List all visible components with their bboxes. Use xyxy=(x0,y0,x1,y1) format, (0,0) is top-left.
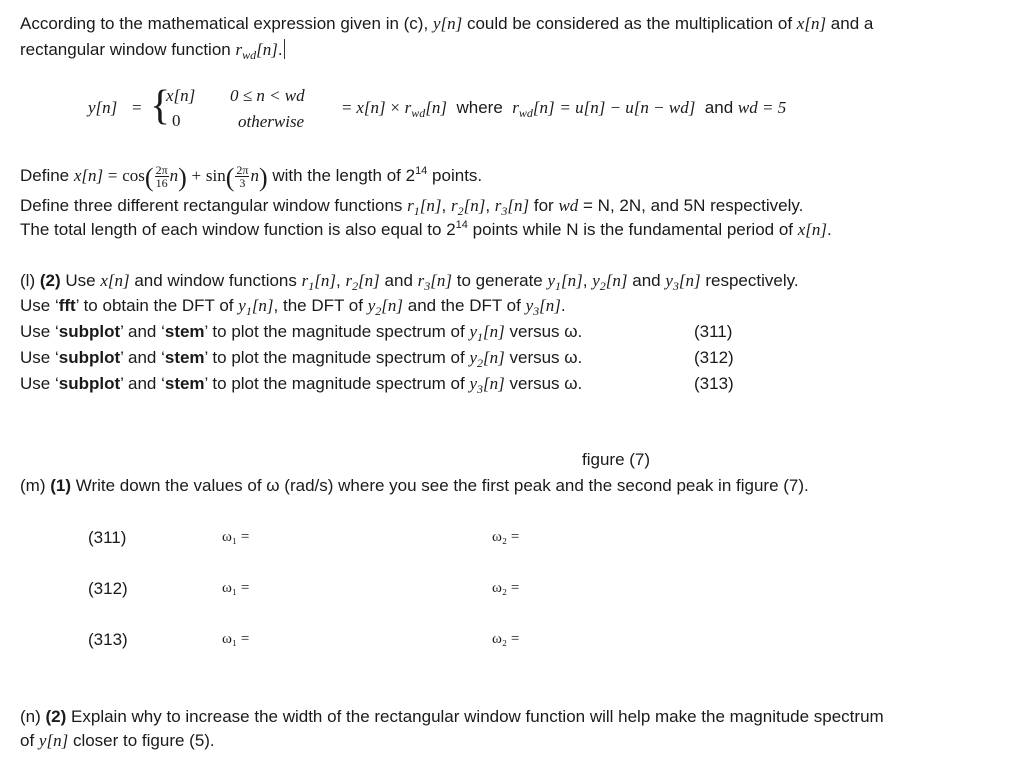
part-m-marks: (1) xyxy=(50,476,71,495)
word-for: for xyxy=(533,196,554,215)
text: Use ‘ xyxy=(20,322,59,341)
math-y3: $y_3[n]$ xyxy=(525,296,561,318)
word-and: and xyxy=(704,98,734,117)
text: ’ to obtain the DFT of xyxy=(75,296,234,315)
text: ’ to plot the magnitude spectrum of xyxy=(204,374,465,393)
keyword-stem: stem xyxy=(164,322,205,341)
keyword-stem: stem xyxy=(164,374,205,393)
unit-step-def: = u[n] − u[n − wd] xyxy=(559,98,696,117)
answer-row-311 xyxy=(0,528,1024,552)
exponent: 14 xyxy=(455,219,468,231)
part-m-label: (m) xyxy=(20,476,46,495)
omega1-field[interactable]: ω₁ = xyxy=(222,529,250,545)
intro-line-2 xyxy=(20,39,285,60)
eq-rhs: = $x[n] \times r_{wd}[n]$ where $r_{wd}[n] = u[n] - u[n - wd]$ and wd = 5 xyxy=(342,98,787,120)
math-y2: $y_2[n]$ xyxy=(592,271,628,293)
part-n-label: (n) xyxy=(20,707,41,726)
answer-tag: (311) xyxy=(88,528,127,547)
case-otherwise: otherwise xyxy=(238,112,305,131)
answer-tag: (313) xyxy=(88,630,128,649)
math-y-n: y[n] xyxy=(432,14,463,33)
answer-tag: (312) xyxy=(88,579,128,598)
define-text: The total length of each window function is also equal to 2 xyxy=(20,220,456,239)
text: ’ to plot the magnitude spectrum of xyxy=(204,348,465,367)
define-text: points. xyxy=(432,166,483,185)
text-cursor xyxy=(284,39,285,59)
part-n-marks: (2) xyxy=(45,707,67,726)
text: of xyxy=(20,731,35,750)
math-r1: $r_1[n]$ xyxy=(407,196,442,218)
wd: wd xyxy=(558,196,579,215)
part-m-question xyxy=(20,476,809,496)
omega1-field[interactable]: ω₁ = xyxy=(222,631,250,647)
math-x-n: x[n] xyxy=(73,166,104,185)
text: versus ω. xyxy=(509,322,583,341)
math-x-n: x[n] xyxy=(797,220,828,239)
wd-value: wd = 5 xyxy=(737,98,787,117)
define-text: Define three different rectangular window functions xyxy=(20,196,403,215)
paren: ( xyxy=(225,163,235,192)
text: Use ‘ xyxy=(20,296,59,315)
paren: ) xyxy=(178,163,187,192)
define-text: with the length of 2 xyxy=(272,166,416,185)
math-y3: $y_3[n]$ xyxy=(469,374,505,396)
text: ’ and ‘ xyxy=(120,348,165,367)
part-l-line-2 xyxy=(20,296,566,316)
case-condition: 0 ≤ n < wd xyxy=(230,86,305,105)
paren: ) xyxy=(258,163,268,192)
text: Use ‘ xyxy=(20,374,59,393)
text: Use ‘ xyxy=(20,348,59,367)
math-y1: $y_1[n]$ xyxy=(238,296,274,318)
define-text: = N, 2N, and 5N respectively. xyxy=(583,196,804,215)
keyword-subplot: subplot xyxy=(58,374,121,393)
display-equation xyxy=(88,84,928,138)
define-text: Define xyxy=(20,166,70,185)
math-r3: $r_3[n]$ xyxy=(417,271,452,293)
omega2-field[interactable]: ω₂ = xyxy=(492,580,520,596)
text: , the DFT of xyxy=(273,296,363,315)
eq-equals: = xyxy=(132,98,142,117)
cos: cos xyxy=(122,166,145,185)
eq-brace: { xyxy=(150,83,171,129)
math-y1: $y_1[n]$ xyxy=(547,271,583,293)
text: versus ω. xyxy=(509,348,583,367)
text: ’ to plot the magnitude spectrum of xyxy=(204,322,465,341)
part-l-plot-line-2 xyxy=(20,348,582,368)
word-where: where xyxy=(456,98,503,117)
code-312: (312) xyxy=(694,348,734,367)
part-n-text: Explain why to increase the width of the rectangular window function will help make the magnitude spectrum xyxy=(71,707,884,726)
math-y-n: y[n] xyxy=(38,731,69,750)
part-l-plot-line-3 xyxy=(20,374,582,394)
text: ’ and ‘ xyxy=(120,374,165,393)
part-l-line-1: (l) (2) Use x[n] and window functions $r_1[n]$, $r_2[n]$ and $r_3[n]$ to generate $y_1[n]$, $y_2[n]$ and $y_3[n]$ respectively. xyxy=(20,271,799,293)
omega1-field[interactable]: ω₁ = xyxy=(222,580,250,596)
keyword-fft: fft xyxy=(58,296,76,315)
text: closer to figure (5). xyxy=(72,731,215,750)
fraction-2pi-16: $\frac{2\pi}{16}$ xyxy=(155,163,168,191)
define-length-line xyxy=(20,220,832,240)
math-y1: $y_1[n]$ xyxy=(469,322,505,344)
intro-text: could be considered as the multiplication of xyxy=(466,14,793,33)
n: n xyxy=(250,166,259,185)
define-windows-line: Define three different rectangular window functions $r_1[n]$, $r_2[n]$, $r_3[n]$ for wd = N, 2N, and 5N respectively. xyxy=(20,196,804,218)
math-r2: $r_2[n]$ xyxy=(345,271,380,293)
fraction-2pi-3: $\frac{2\pi}{3}$ xyxy=(236,163,249,191)
math-r1: $r_1[n]$ xyxy=(301,271,336,293)
math-x-n: x[n] xyxy=(796,14,827,33)
math-y2: $y_2[n]$ xyxy=(469,348,505,370)
keyword-subplot: subplot xyxy=(58,348,121,367)
math-r2: $r_2[n]$ xyxy=(450,196,486,218)
math-r3: $r_3[n]$ xyxy=(494,196,530,218)
part-m-text: Write down the values of ω (rad/s) where you see the first peak and the second peak in figure (7). xyxy=(75,476,809,495)
n: n xyxy=(169,166,179,185)
math-y2: $y_2[n]$ xyxy=(367,296,404,318)
sin: sin xyxy=(205,166,226,185)
math-r-wd: $r_{wd}[n]$ xyxy=(235,40,278,62)
keyword-stem: stem xyxy=(164,348,205,367)
paren: ( xyxy=(144,163,154,192)
case-zero: 0 xyxy=(172,111,181,130)
omega2-field[interactable]: ω₂ = xyxy=(492,631,520,647)
answer-row-312 xyxy=(0,579,1024,603)
equals: = xyxy=(107,166,118,185)
part-l-label: (l) xyxy=(20,271,36,290)
period: . xyxy=(277,40,283,59)
part-l-plot-line-1 xyxy=(20,322,582,342)
part-l-marks: (2) xyxy=(39,271,61,290)
intro-text: According to the mathematical expression given in (c), xyxy=(20,14,429,33)
omega2-field[interactable]: ω₂ = xyxy=(492,529,520,545)
intro-text: and a xyxy=(830,14,874,33)
keyword-subplot: subplot xyxy=(58,322,121,341)
part-n-line-1 xyxy=(20,707,884,727)
text: Use xyxy=(65,271,96,290)
text: and the DFT of xyxy=(407,296,521,315)
code-313: (313) xyxy=(694,374,734,393)
math-x-n: x[n] xyxy=(100,271,130,290)
intro-text: rectangular window function xyxy=(20,40,231,59)
text: and window functions xyxy=(134,271,297,290)
code-311: (311) xyxy=(694,322,733,341)
text: respectively. xyxy=(705,271,799,290)
text: versus ω. xyxy=(509,374,583,393)
math-y3: $y_3[n]$ xyxy=(665,271,701,293)
text: to generate xyxy=(456,271,543,290)
period: . xyxy=(827,220,832,239)
answer-row-313 xyxy=(0,630,1024,654)
text: and xyxy=(632,271,661,290)
text: and xyxy=(384,271,413,290)
define-x-line xyxy=(20,163,482,193)
part-n-line-2 xyxy=(20,731,215,751)
eq-y-n: y[n] xyxy=(88,98,118,117)
plus: + xyxy=(191,166,202,185)
intro-line-1 xyxy=(20,14,873,34)
case-x-n: x[n] xyxy=(166,86,196,105)
figure-caption: figure (7) xyxy=(582,450,651,469)
define-text: points while N is the fundamental period of xyxy=(472,220,794,239)
text: ’ and ‘ xyxy=(120,322,165,341)
period: . xyxy=(560,296,566,315)
exponent: 14 xyxy=(415,165,428,177)
